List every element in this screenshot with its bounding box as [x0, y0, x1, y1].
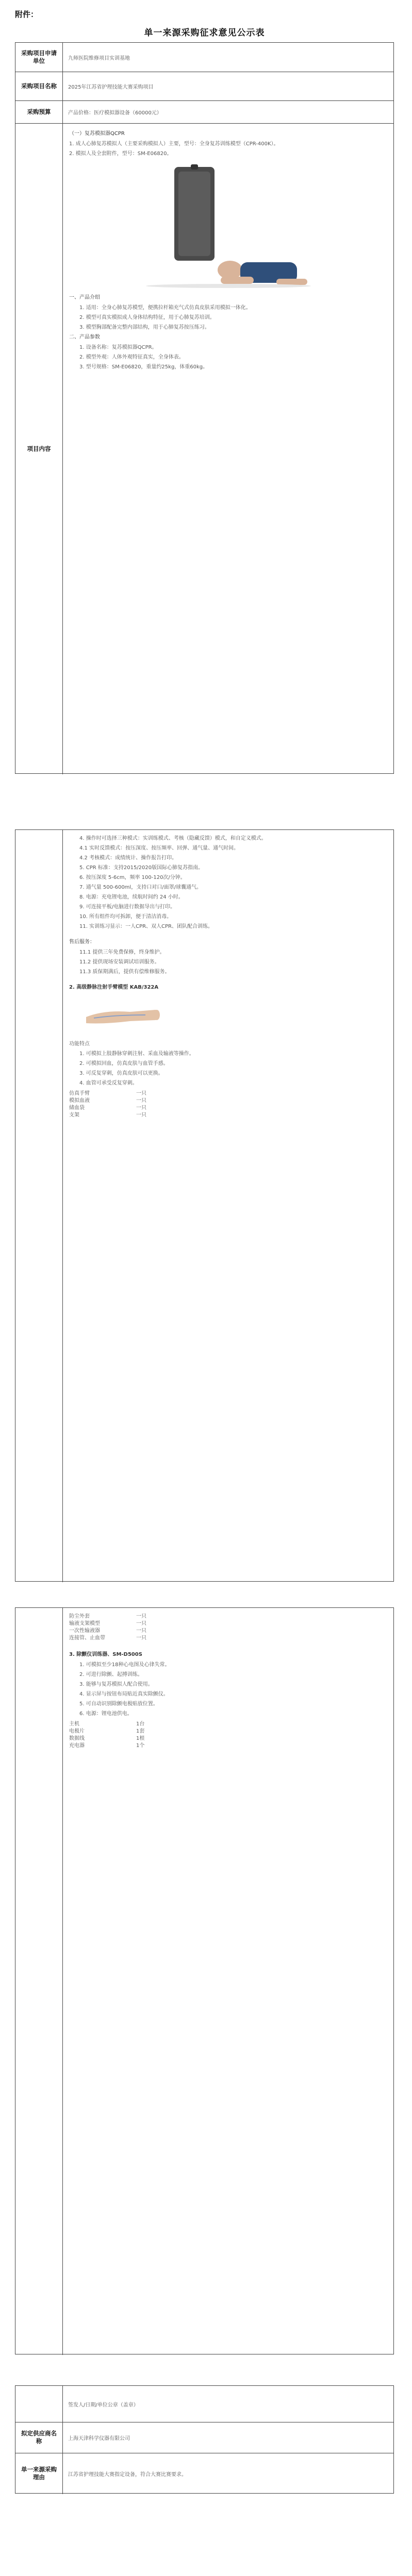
mode-item: 8. 电源：充电锂电池，续航时间约 24 小时。 — [79, 894, 184, 900]
content-block-3 — [63, 1608, 393, 1755]
defib-config-row: 主机 1台 — [69, 1721, 145, 1727]
budget-value: 产品价格：医疗模拟器设备（60000元） — [68, 110, 162, 116]
iv-config-row: 模拟血液 一只 — [69, 1098, 146, 1104]
iv-config-row: 防尘外套 一只 — [69, 1614, 146, 1619]
iv-config-row: 一次性输液器 一只 — [69, 1628, 146, 1634]
after-sales-item: 11.3 质保期满后，提供有偿维修服务。 — [79, 969, 170, 975]
after-sales-item: 11.2 提供现场安装调试培训服务。 — [79, 959, 160, 965]
iv-feature: 4. 血管可承受反复穿刺。 — [79, 1080, 138, 1086]
mode-item: 4.2 考核模式：成绩统计、操作报告打印。 — [79, 855, 177, 861]
iv-feature: 1. 可模拟上肢静脉穿刺注射、采血及输液等操作。 — [79, 1051, 194, 1057]
iv-arm-heading: 2. 高级静脉注射手臂模型 KAB/322A — [69, 985, 159, 990]
unit-label: 采购项目申请单位 — [15, 43, 63, 72]
reason-label: 单一来源采购理由 — [15, 2453, 63, 2494]
feature-intro: 1. 适用：全身心肺复苏模型，便携拉杆箱充气式仿真皮肤采用模拟一体化。 — [79, 305, 251, 311]
content-label-cont — [15, 830, 63, 1582]
iv-feature: 3. 可反复穿刺，仿真皮肤可以更换。 — [79, 1071, 163, 1076]
supplier-label: 拟定供应商名称 — [15, 2422, 63, 2453]
content-label-cont — [15, 1608, 63, 2355]
iv-arm-caption: 功能特点 — [69, 1041, 90, 1047]
iv-config-row: 仿真手臂 一只 — [69, 1091, 146, 1096]
budget-label: 采购预算 — [15, 100, 63, 123]
iv-arm-image — [84, 994, 161, 1036]
form-table-part4 — [15, 2385, 394, 2494]
item-1: 1. 成人心肺复苏模拟人（主要采购模拟人）主要，型号：全身复苏训练模型（CPR-400K）。 — [69, 141, 279, 147]
project-name-value: 2025年江苏省护理技能大赛采购项目 — [68, 84, 154, 90]
item-2: 2. 模拟人及全套附件，型号：SM-E06820。 — [69, 151, 172, 157]
mode-item: 7. 通气量 500-600ml，支持口对口/面罩/球囊通气。 — [79, 885, 202, 890]
iv-config-row: 支架 一只 — [69, 1112, 146, 1118]
supplier-value: 上海天津科学仪器有限公司 — [68, 2435, 130, 2442]
product-heading: 一、产品介绍 — [69, 295, 100, 300]
mode-item: 10. 所有组件均可拆卸，便于清洁消毒。 — [79, 914, 172, 920]
defib-feature: 1. 可模拟至少18种心电图及心律失常。 — [79, 1662, 170, 1668]
project-name-label: 采购项目名称 — [15, 72, 63, 100]
after-sales-heading: 售后服务： — [69, 939, 95, 945]
mode-item: 6. 按压深度 5-6cm，频率 100-120次/分钟。 — [79, 875, 186, 880]
spec-2: 2. 模型外观：人体外观特征真实，全身体表。 — [79, 354, 184, 360]
defib-config-row: 数据线 1根 — [69, 1736, 145, 1741]
mode-item: 4.1 实时反馈模式：按压深度、按压频率、回弹、通气量、通气时间。 — [79, 845, 239, 851]
defib-heading: 3. 除颤仪训练器、SM-D500S — [69, 1652, 142, 1657]
defib-feature: 6. 电源：锂电池供电。 — [79, 1711, 133, 1717]
section-intro: （一）复苏模拟器QCPR — [69, 131, 125, 137]
content-label-cont — [15, 2386, 63, 2422]
content-label: 项目内容 — [15, 123, 63, 774]
iv-config-row: 储血袋 一只 — [69, 1105, 146, 1111]
signature-line: 签发人/日期/单位公章（盖章） — [68, 2402, 139, 2408]
defib-feature: 5. 可自动识别除颤电极贴放位置。 — [79, 1701, 158, 1707]
page-header — [15, 6, 394, 43]
content-block-1 — [63, 123, 393, 379]
defib-config-row: 充电器 1个 — [69, 1743, 145, 1749]
after-sales-item: 11.1 提供三年免费保修，终身维护。 — [79, 950, 165, 955]
specs-heading: 二、产品参数 — [69, 334, 100, 340]
iv-config-row: 连接管、止血带 一只 — [69, 1635, 146, 1641]
feature-2: 2. 模型可真实模拟成人身体结构特征，用于心肺复苏培训。 — [79, 315, 215, 320]
mode-item: 5. CPR 标准：支持2015/2020版国际心肺复苏指南。 — [79, 865, 204, 871]
form-table-part3 — [15, 1607, 394, 2354]
attachment-label: 附件： — [15, 10, 39, 19]
defib-feature: 3. 能够与复苏模拟人配合使用。 — [79, 1682, 153, 1687]
reason-value: 江苏省护理技能大赛指定设备，符合大赛比赛要求。 — [68, 2471, 187, 2478]
unit-value: 九师医院维修项目实训基地 — [68, 55, 130, 61]
document-title: 单一来源采购征求意见公示表 — [144, 28, 265, 38]
form-table-part1 — [15, 42, 394, 774]
defib-feature: 4. 显示屏与按钮布局贴近真实除颤仪。 — [79, 1691, 169, 1697]
defib-feature: 2. 可进行除颤、起搏训练。 — [79, 1672, 143, 1677]
form-table-part2 — [15, 829, 394, 1582]
cpr-manikin-image — [69, 162, 387, 288]
mode-item: 4. 操作时可选择三种模式：实训练模式、考核（隐藏反馈）模式，和自定义模式。 — [79, 836, 267, 841]
iv-feature: 2. 可模拟回血，仿真皮肤与血管手感。 — [79, 1061, 169, 1066]
mode-item: 9. 可连接平板/电脑进行数据导出与打印。 — [79, 904, 176, 910]
spec-3: 3. 型号规格：SM-E06820，重量约25kg，体重60kg。 — [79, 364, 208, 370]
iv-config-row: 输液支架模型 一只 — [69, 1621, 146, 1626]
content-block-2 — [63, 830, 393, 1124]
defib-config-row: 电极片 1套 — [69, 1728, 145, 1734]
spec-1: 1. 设备名称：复苏模拟器QCPR。 — [79, 345, 157, 350]
feature-3: 3. 模型胸部配备完整内部结构，用于心肺复苏按压练习。 — [79, 325, 210, 330]
mode-item: 11. 实训练习显示：一人CPR、双人CPR、团队配合训练。 — [79, 924, 213, 929]
